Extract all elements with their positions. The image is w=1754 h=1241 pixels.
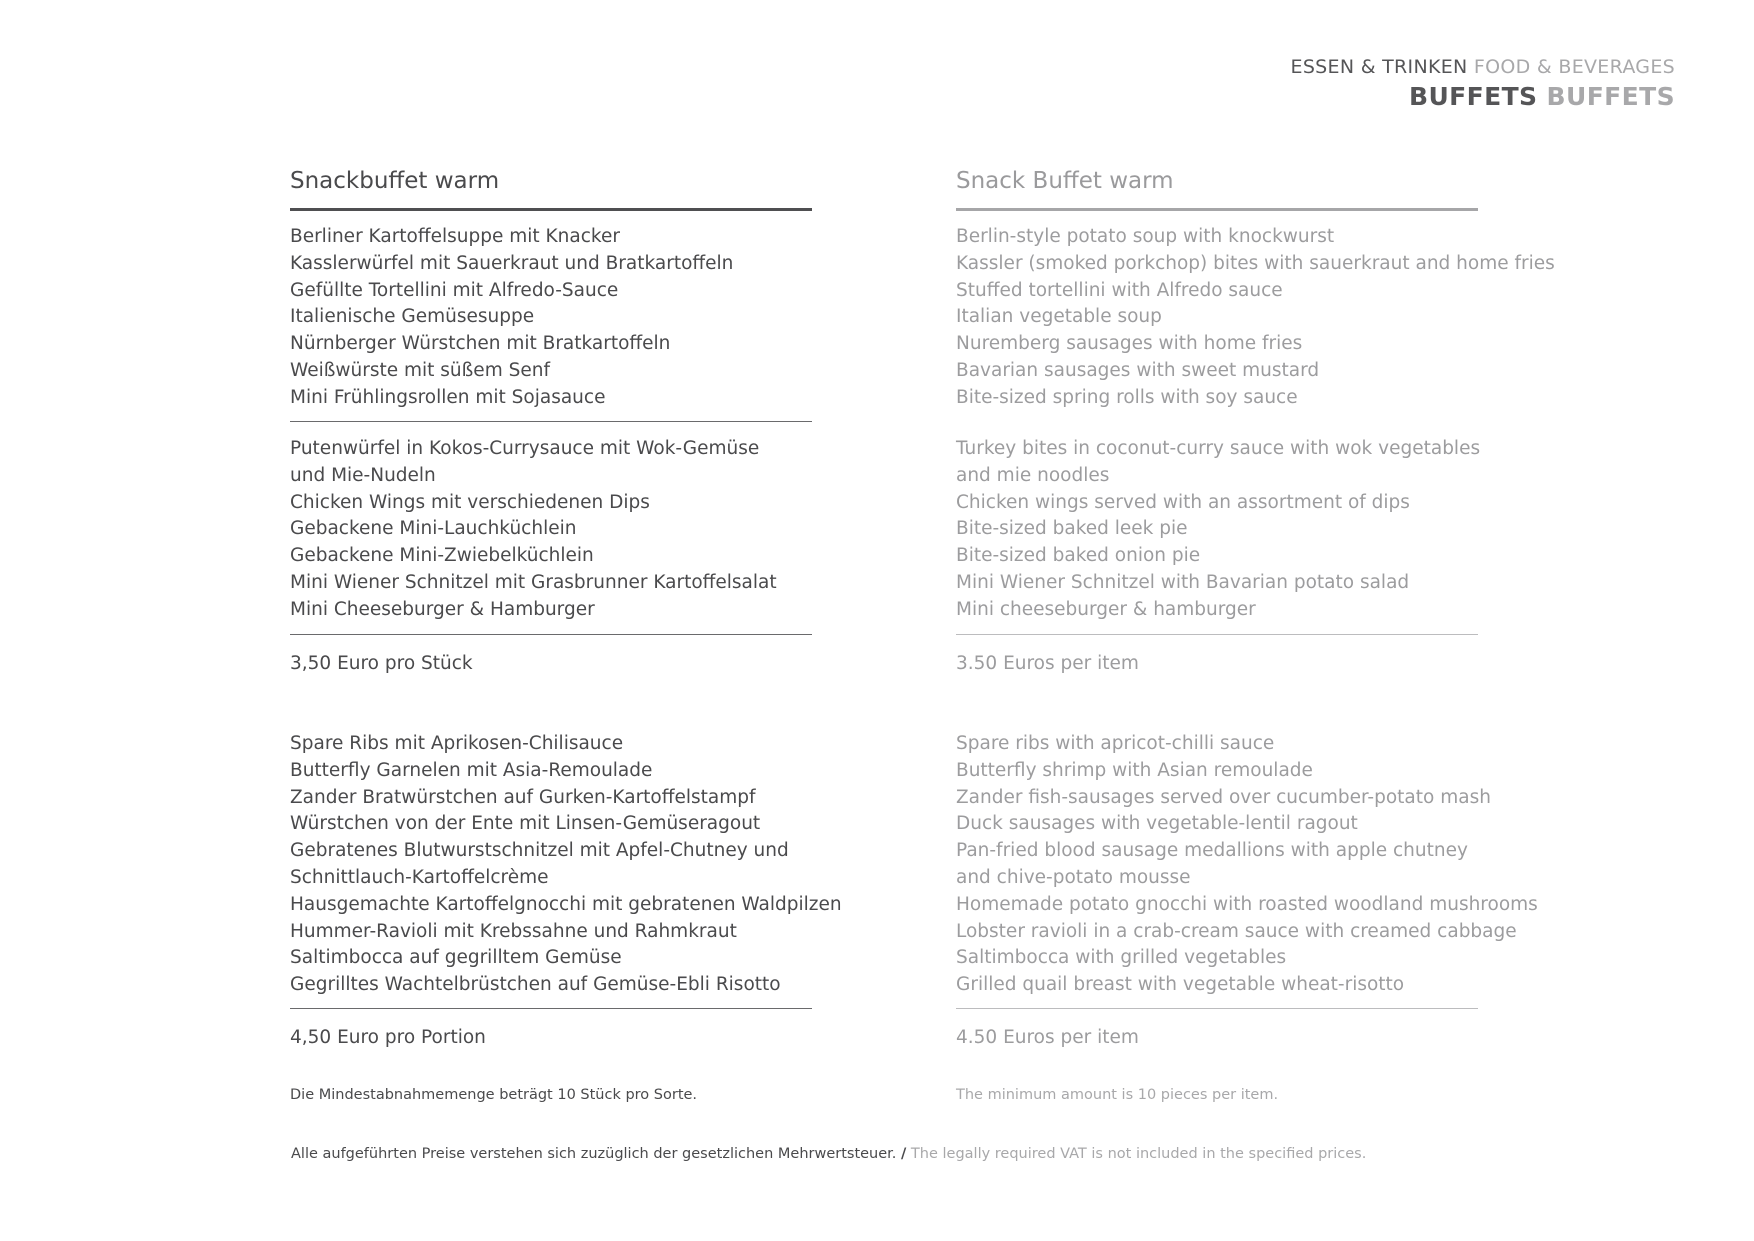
- price-per-portion-de: 4,50 Euro pro Portion: [290, 1027, 486, 1048]
- menu-item: Chicken Wings mit verschiedenen Dips: [290, 491, 650, 513]
- menu-item: Bite-sized baked leek pie: [956, 518, 1188, 540]
- menu-item: Berliner Kartoffelsuppe mit Knacker: [290, 226, 620, 247]
- menu-item: Hummer-Ravioli mit Krebssahne und Rahmkraut: [290, 920, 737, 942]
- menu-item: Hausgemachte Kartoffelgnocchi mit gebratenen Waldpilzen: [290, 893, 842, 915]
- menu-group-2-en: [956, 436, 1480, 624]
- menu-item: Italienische Gemüsesuppe: [290, 306, 535, 328]
- page-title-en: BUFFETS: [1546, 82, 1675, 111]
- price-per-piece-de: 3,50 Euro pro Stück: [290, 653, 473, 674]
- menu-item: Gebratenes Blutwurstschnitzel mit Apfel-Chutney und: [290, 840, 789, 862]
- section-heading: [1291, 56, 1675, 78]
- menu-item: Mini Wiener Schnitzel mit Grasbrunner Kartoffelsalat: [290, 571, 777, 593]
- section-heading-en: FOOD & BEVERAGES: [1473, 56, 1675, 78]
- page-title: [1409, 82, 1675, 111]
- menu-item: Gebackene Mini-Zwiebelküchlein: [290, 545, 594, 567]
- vat-footnote-en: The legally required VAT is not included in the specified prices.: [910, 1146, 1367, 1162]
- menu-item: Homemade potato gnocchi with roasted woodland mushrooms: [956, 893, 1538, 915]
- menu-title-en: Snack Buffet warm: [956, 168, 1174, 194]
- minimum-order-note-de: Die Mindestabnahmemenge beträgt 10 Stück pro Sorte.: [290, 1087, 698, 1103]
- menu-item: Italian vegetable soup: [956, 306, 1162, 328]
- menu-item: Pan-fried blood sausage medallions with apple chutney: [956, 840, 1468, 862]
- menu-item: and mie noodles: [956, 464, 1110, 486]
- menu-item: Nürnberger Würstchen mit Bratkartoffeln: [290, 333, 671, 355]
- section-heading-de: ESSEN & TRINKEN: [1290, 56, 1468, 78]
- menu-item: and chive-potato mousse: [956, 866, 1191, 888]
- title-divider: [290, 208, 812, 211]
- menu-item: Saltimbocca auf gegrilltem Gemüse: [290, 947, 622, 969]
- vat-footnote: [291, 1146, 1366, 1162]
- menu-item: Bite-sized spring rolls with soy sauce: [956, 386, 1298, 408]
- menu-item: Würstchen von der Ente mit Linsen-Gemüseragout: [290, 813, 761, 835]
- menu-item: Schnittlauch-Kartoffelcrème: [290, 866, 549, 888]
- menu-item: Gefüllte Tortellini mit Alfredo-Sauce: [290, 279, 619, 301]
- menu-group-3-en: [956, 731, 1538, 999]
- menu-item: Spare Ribs mit Aprikosen-Chilisauce: [290, 733, 624, 754]
- menu-item: Duck sausages with vegetable-lentil ragout: [956, 813, 1358, 835]
- menu-item: Mini Frühlingsrollen mit Sojasauce: [290, 386, 606, 408]
- menu-item: Bavarian sausages with sweet mustard: [956, 359, 1320, 381]
- menu-item: Gegrilltes Wachtelbrüstchen auf Gemüse-Ebli Risotto: [290, 974, 781, 996]
- group-divider: [290, 421, 812, 422]
- menu-item: Putenwürfel in Kokos-Currysauce mit Wok-Gemüse: [290, 438, 760, 459]
- menu-item: Butterfly Garnelen mit Asia-Remoulade: [290, 759, 653, 781]
- price-per-piece-en: 3.50 Euros per item: [956, 653, 1139, 674]
- minimum-order-note-en: The minimum amount is 10 pieces per item.: [956, 1087, 1279, 1103]
- menu-item: Stuffed tortellini with Alfredo sauce: [956, 279, 1283, 301]
- menu-item: Lobster ravioli in a crab-cream sauce with creamed cabbage: [956, 920, 1517, 942]
- menu-item: Saltimbocca with grilled vegetables: [956, 947, 1287, 969]
- menu-item: Nuremberg sausages with home fries: [956, 333, 1303, 355]
- menu-item: Zander Bratwürstchen auf Gurken-Kartoffelstampf: [290, 786, 756, 808]
- menu-item: Spare ribs with apricot-chilli sauce: [956, 733, 1275, 754]
- menu-item: Kasslerwürfel mit Sauerkraut und Bratkartoffeln: [290, 252, 734, 274]
- group-divider: [956, 634, 1478, 635]
- menu-item: Weißwürste mit süßem Senf: [290, 359, 550, 381]
- group-divider: [290, 1008, 812, 1009]
- menu-group-2-de: [290, 436, 777, 624]
- footnote-separator: /: [901, 1146, 907, 1162]
- menu-item: Bite-sized baked onion pie: [956, 545, 1201, 567]
- menu-item: Mini cheeseburger & hamburger: [956, 598, 1256, 620]
- menu-group-1-de: [290, 224, 733, 412]
- menu-item: Berlin-style potato soup with knockwurst: [956, 226, 1335, 247]
- menu-item: Chicken wings served with an assortment of dips: [956, 491, 1410, 513]
- menu-item: Grilled quail breast with vegetable wheat-risotto: [956, 974, 1405, 996]
- menu-group-3-de: [290, 731, 842, 999]
- title-divider: [956, 208, 1478, 211]
- menu-title-de: Snackbuffet warm: [290, 168, 500, 194]
- menu-group-1-en: [956, 224, 1555, 412]
- menu-item: Turkey bites in coconut-curry sauce with wok vegetables: [956, 438, 1481, 459]
- menu-item: und Mie-Nudeln: [290, 464, 436, 486]
- group-divider: [290, 634, 812, 635]
- group-divider: [956, 1008, 1478, 1009]
- menu-item: Kassler (smoked porkchop) bites with sauerkraut and home fries: [956, 252, 1555, 274]
- menu-item: Gebackene Mini-Lauchküchlein: [290, 518, 577, 540]
- vat-footnote-de: Alle aufgeführten Preise verstehen sich zuzüglich der gesetzlichen Mehrwertsteuer.: [291, 1146, 897, 1162]
- menu-item: Mini Wiener Schnitzel with Bavarian potato salad: [956, 571, 1410, 593]
- menu-item: Zander fish-sausages served over cucumber-potato mash: [956, 786, 1491, 808]
- page-title-de: BUFFETS: [1408, 82, 1538, 111]
- price-per-portion-en: 4.50 Euros per item: [956, 1027, 1139, 1048]
- menu-item: Mini Cheeseburger & Hamburger: [290, 598, 595, 620]
- menu-item: Butterfly shrimp with Asian remoulade: [956, 759, 1313, 781]
